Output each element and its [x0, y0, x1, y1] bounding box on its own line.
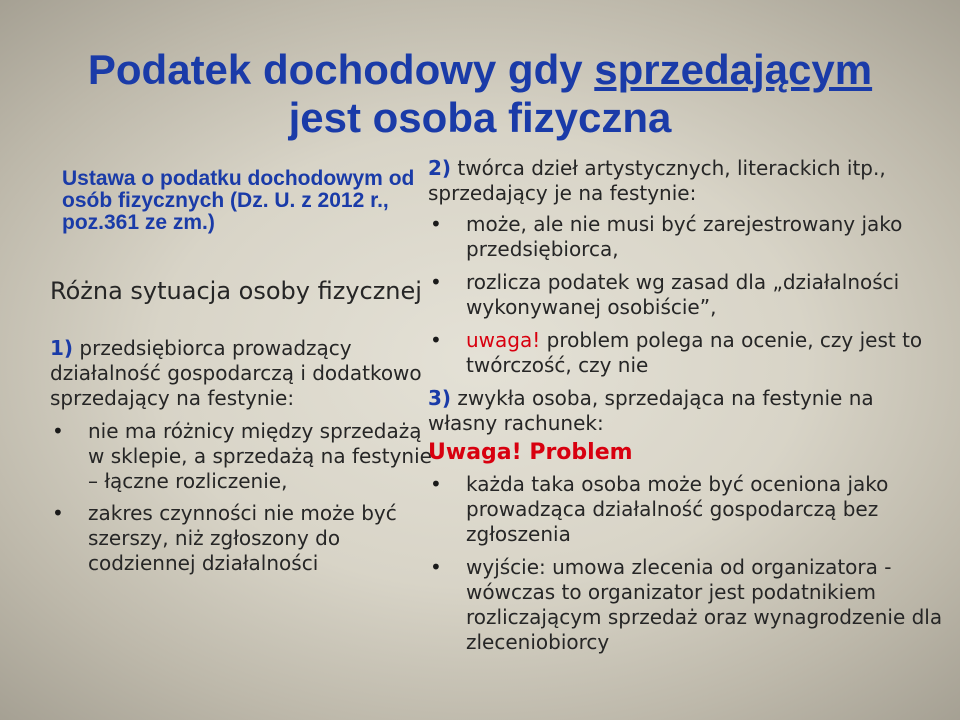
- right-column: [428, 156, 948, 663]
- title-part1: Podatek dochodowy gdy: [87, 46, 595, 93]
- list-item: • zakres czynności nie może być szerszy, niż zgłoszony do codziennej działalności: [88, 501, 440, 576]
- title-line2: jest osoba fizyczna: [288, 94, 672, 141]
- point-3-bullets: [466, 472, 948, 655]
- point-2-number: 2): [428, 156, 452, 180]
- list-item: • nie ma różnicy między sprzedażą w sklepie, a sprzedażą na festynie – łączne rozliczenie,: [88, 419, 440, 494]
- point-1: [50, 336, 440, 411]
- section-heading: Różna sytuacja osoby fizycznej: [50, 277, 422, 305]
- left-column: [50, 168, 440, 583]
- list-item-warning: [466, 328, 948, 378]
- point-2-text: twórca dzieł artystycznych, literackich itp., sprzedający je na festynie:: [428, 156, 886, 205]
- warning-label: uwaga!: [466, 328, 541, 352]
- point-1-text: przedsiębiorca prowadzący działalność gospodarczą i dodatkowo sprzedający na festynie:: [50, 336, 422, 410]
- list-item: • każda taka osoba może być oceniona jako prowadząca działalność gospodarczą bez zgłoszenia: [466, 472, 948, 547]
- warning-text: problem polega na ocenie, czy jest to twórczość, czy nie: [466, 328, 923, 377]
- title-underlined-word: sprzedającym: [594, 46, 873, 93]
- point-3-number: 3): [428, 386, 452, 410]
- list-item: • wyjście: umowa zlecenia od organizatora - wówczas to organizator jest podatnikiem rozliczającym sprzedaż oraz wynagrodzenie dla zleceniobiorcy: [466, 555, 948, 655]
- act-reference: Ustawa o podatku dochodowym od osób fizycznych (Dz. U. z 2012 r., poz.361 ze zm.): [62, 167, 415, 234]
- point-3: [428, 386, 948, 436]
- problem-warning: Uwaga! Problem: [428, 440, 633, 465]
- point-1-bullets: [88, 419, 440, 576]
- list-item: • może, ale nie musi być zarejestrowany jako przedsiębiorca,: [466, 212, 948, 262]
- point-3-text: zwykła osoba, sprzedająca na festynie na własny rachunek:: [428, 386, 874, 435]
- point-1-number: 1): [50, 336, 74, 360]
- list-item: • rozlicza podatek wg zasad dla „działalności wykonywanej osobiście”,: [466, 270, 948, 320]
- slide-title: [40, 46, 920, 142]
- point-2-bullets: [466, 212, 948, 378]
- point-2: [428, 156, 948, 206]
